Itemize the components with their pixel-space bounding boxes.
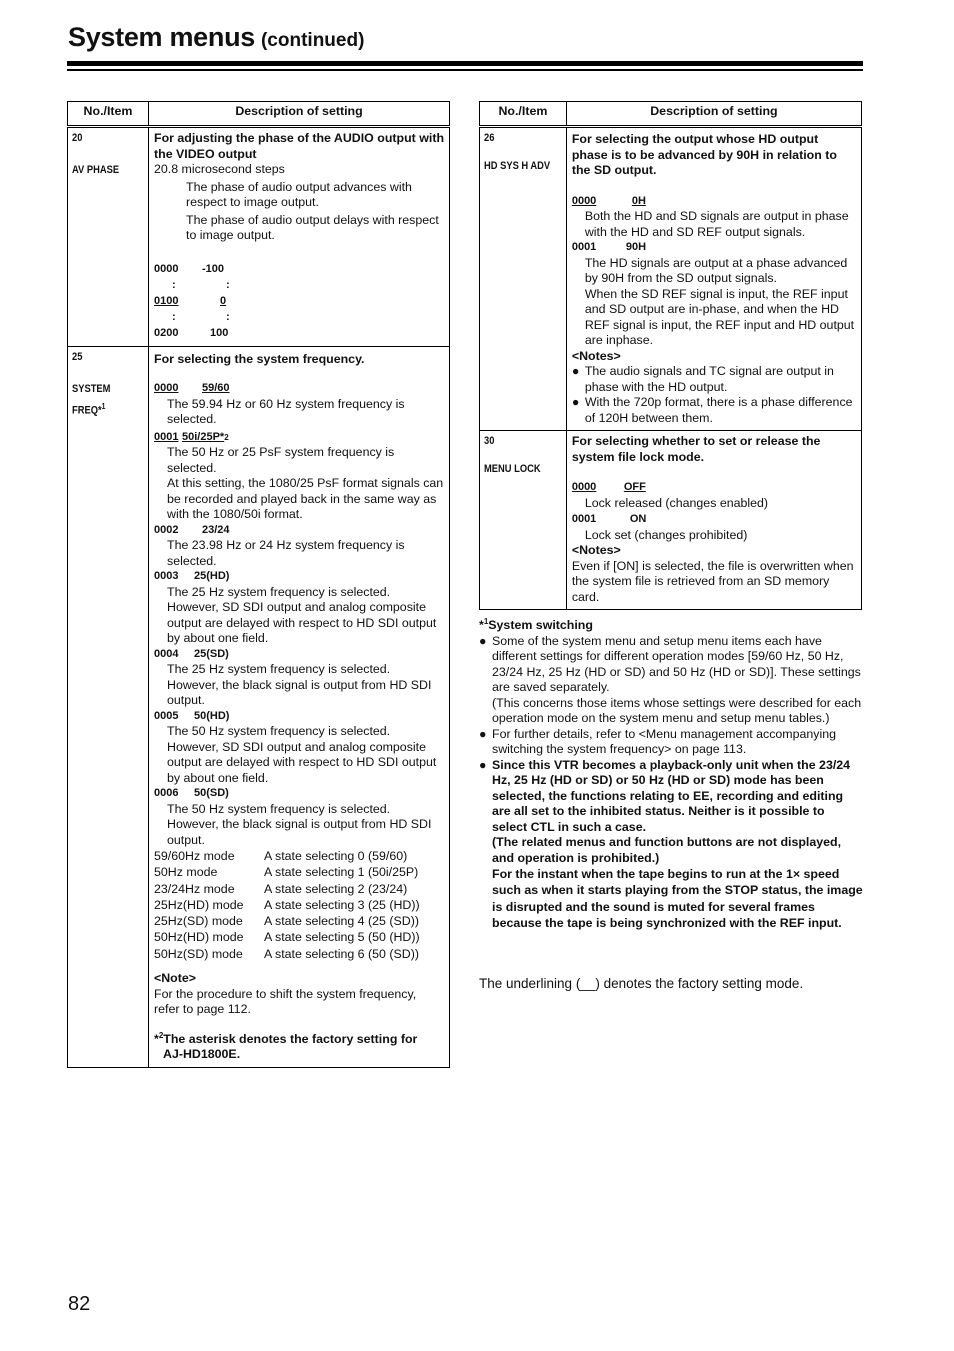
- header-no-item: No./Item: [68, 102, 149, 127]
- system-switching-footnote: [479, 614, 863, 931]
- code-value: 0002: [154, 523, 179, 536]
- footnote-warning: Since this VTR becomes a playback-only unit when the 23/24 Hz, 25 Hz (HD or SD) or 50 Hz (HD or SD) mode has been selected, the functions relating to EE, recording and editing are all set to the inhibited status. Neither is it possible to select CTL in such a case.: [492, 757, 851, 834]
- bullet-icon: ●: [479, 726, 487, 741]
- footnote-warning: For the instant when the tape begins to run at the 1× speed such as when it starts playing from the STOP status, the image is disrupted and the sound is muted for several frames because the tape is being synchronized with the REF input.: [492, 867, 863, 931]
- notes-label: <Notes>: [571, 543, 621, 557]
- code-value: 0001: [571, 513, 597, 525]
- mode-state: A state selecting 2 (23/24): [264, 881, 408, 896]
- setting-text: Lock released (changes enabled): [584, 495, 769, 510]
- bullet-icon: ●: [571, 364, 580, 378]
- right-settings-table: [479, 101, 862, 610]
- page-title: [68, 22, 364, 53]
- footnote-ref: 2: [158, 1030, 164, 1040]
- bullet-icon: ●: [479, 757, 487, 772]
- footnote-mark: *: [479, 618, 484, 633]
- setting-text: The 25 Hz system frequency is selected. However, the black signal is output from HD SDI output.: [167, 662, 432, 707]
- code-value: 0000: [154, 382, 179, 394]
- bullet-icon: ●: [479, 633, 487, 648]
- setting-heading: For selecting the output whose HD output phase is to be advanced by 90H in relation to the SD output.: [571, 132, 837, 177]
- title-rule-thick: [67, 61, 863, 66]
- title-main: System menus: [68, 22, 255, 52]
- mode-name: 23/24Hz mode: [154, 881, 235, 896]
- code-label: 50i/25P*: [182, 430, 225, 443]
- mode-state: A state selecting 5 (50 (HD)): [264, 930, 420, 945]
- code-value: 0000: [154, 262, 179, 275]
- mode-state: A state selecting 1 (50i/25P): [264, 865, 419, 880]
- code-label: 0H: [631, 194, 646, 207]
- setting-heading: For selecting the system frequency.: [154, 351, 365, 366]
- footnote-text: For further details, refer to <Menu management accompanying switching the system frequency> on page 113.: [492, 726, 837, 757]
- setting-text: Lock set (changes prohibited): [584, 527, 748, 542]
- item-number: 20: [72, 132, 83, 144]
- setting-text: The phase of audio output delays with respect to image output.: [186, 212, 439, 242]
- footnote-ref: 2: [224, 432, 229, 442]
- code-label: 100: [210, 326, 229, 339]
- item-number: 26: [484, 132, 495, 144]
- code-value: 0200: [154, 326, 179, 339]
- mode-name: 50Hz(HD) mode: [154, 930, 244, 945]
- title-rule-thin: [67, 69, 863, 71]
- header-no-item: No./Item: [480, 102, 567, 127]
- code-label: -100: [202, 262, 225, 275]
- item-name: HD SYS H ADV: [484, 160, 551, 172]
- title-continued: (continued): [260, 30, 365, 51]
- table-row-menu-lock: [480, 431, 862, 610]
- page-number: 82: [68, 1293, 91, 1315]
- mode-name: 25Hz(SD) mode: [154, 914, 243, 929]
- code-value: 0005: [154, 709, 179, 722]
- footnote-text: Some of the system menu and setup menu items each have different settings for different operation modes [59/60 Hz, 50 Hz, 23/24 Hz, 25 Hz (HD or SD) and 50 Hz (HD or SD)]. These settings are saved separately.: [492, 633, 861, 695]
- setting-text: The 50 Hz system frequency is selected. However, SD SDI output and analog composite output are delayed with respect to HD SDI output by about one field.: [167, 724, 437, 785]
- code-value: 0003: [154, 570, 179, 582]
- item-name: AV PHASE: [72, 164, 120, 176]
- code-label: ON: [629, 513, 647, 525]
- left-settings-table: [67, 101, 450, 1068]
- mode-state: A state selecting 6 (50 (SD)): [264, 946, 419, 961]
- item-number: 25: [72, 350, 83, 363]
- table-row-system-freq: [68, 346, 450, 1067]
- footnote-text: (This concerns those items whose settings were described for each operation mode on the system menu and setup menu tables.): [492, 695, 862, 726]
- code-value: 0100: [154, 294, 179, 307]
- footnote-title: System switching: [488, 618, 593, 633]
- code-value: 0000: [571, 194, 597, 207]
- footnote-ref: 1: [101, 401, 106, 411]
- setting-heading: For selecting whether to set or release the system file lock mode.: [571, 434, 821, 464]
- code-value: 0004: [154, 647, 179, 660]
- code-label: 50(HD): [194, 709, 230, 722]
- note-text: With the 720p format, there is a phase difference of 120H between them.: [584, 395, 853, 425]
- note-text: For the procedure to shift the system frequency, refer to page 112.: [154, 986, 417, 1017]
- mode-name: 59/60Hz mode: [154, 849, 235, 863]
- bullet-icon: ●: [571, 395, 580, 409]
- item-name: SYSTEM: [72, 382, 111, 395]
- code-ellipsis: :: [226, 278, 230, 291]
- setting-text: The 50 Hz or 25 PsF system frequency is selected.: [167, 445, 395, 475]
- setting-text: When the SD REF signal is input, the REF input and SD output are in-phase, and when the HD REF signal is input, the REF input and HD output are inphase.: [584, 286, 855, 347]
- code-value: 0000: [571, 481, 597, 493]
- code-label: 59/60: [202, 382, 230, 394]
- table-row-av-phase: [68, 127, 450, 347]
- mode-name: 50Hz mode: [154, 865, 218, 880]
- item-number: 30: [484, 435, 495, 447]
- code-label: 25(HD): [194, 570, 230, 582]
- code-value: 0001: [571, 241, 597, 253]
- setting-text: 20.8 microsecond steps: [154, 162, 285, 176]
- code-label: 90H: [625, 241, 647, 253]
- asterisk-note: The asterisk denotes the factory setting for: [163, 1031, 418, 1046]
- mode-state: A state selecting 0 (59/60): [264, 849, 408, 863]
- setting-heading: For adjusting the phase of the AUDIO output with the VIDEO output: [154, 131, 445, 161]
- note-text: Even if [ON] is selected, the file is overwritten when the system file is retrieved from an SD memory card.: [571, 558, 854, 604]
- setting-text: The 25 Hz system frequency is selected. However, SD SDI output and analog composite output are delayed with respect to HD SDI output by about one field.: [167, 584, 437, 645]
- setting-text: The HD signals are output at a phase advanced by 90H from the SD output signals.: [584, 255, 848, 285]
- item-name: FREQ*: [72, 404, 102, 417]
- asterisk-mark: *: [154, 1031, 159, 1046]
- header-description: Description of setting: [149, 102, 450, 127]
- code-label: 50(SD): [194, 787, 229, 799]
- code-value: 0001: [154, 430, 179, 443]
- setting-text: The 23.98 Hz or 24 Hz system frequency is selected.: [167, 538, 405, 568]
- code-value: 0006: [154, 787, 179, 799]
- setting-text: The 50 Hz system frequency is selected. However, the black signal is output from HD SDI output.: [167, 801, 432, 847]
- code-label: 0: [220, 294, 227, 307]
- code-ellipsis: :: [172, 310, 176, 323]
- code-label: 25(SD): [194, 647, 229, 660]
- setting-text: The 59.94 Hz or 60 Hz system frequency is selected.: [167, 396, 405, 426]
- note-text: The audio signals and TC signal are output in phase with the HD output.: [584, 364, 834, 394]
- notes-label: <Notes>: [571, 348, 621, 363]
- code-label: OFF: [623, 481, 646, 493]
- mode-state: A state selecting 3 (25 (HD)): [264, 897, 420, 912]
- mode-name: 25Hz(HD) mode: [154, 897, 244, 912]
- item-name: MENU LOCK: [484, 463, 541, 475]
- note-label: <Note>: [154, 971, 197, 986]
- setting-text: Both the HD and SD signals are output in phase with the HD and SD REF output signals.: [584, 209, 849, 239]
- code-ellipsis: :: [226, 310, 230, 323]
- mode-state: A state selecting 4 (25 (SD)): [264, 914, 419, 929]
- factory-setting-note: The underlining (__) denotes the factory setting mode.: [479, 976, 804, 991]
- setting-text: The phase of audio output advances with respect to image output.: [186, 179, 412, 209]
- code-label: 23/24: [202, 523, 230, 536]
- setting-text: At this setting, the 1080/25 PsF format signals can be recorded and played back in the same way as with the 1080/50i format.: [167, 476, 444, 521]
- footnote-warning: (The related menus and function buttons are not displayed, and operation is prohibited.): [492, 835, 842, 865]
- header-description: Description of setting: [566, 102, 861, 127]
- footnote-ref: 1: [483, 617, 489, 626]
- code-ellipsis: :: [172, 278, 176, 291]
- mode-name: 50Hz(SD) mode: [154, 946, 243, 961]
- asterisk-note-model: AJ-HD1800E.: [163, 1047, 241, 1062]
- table-row-hd-sys-h-adv: [480, 127, 862, 431]
